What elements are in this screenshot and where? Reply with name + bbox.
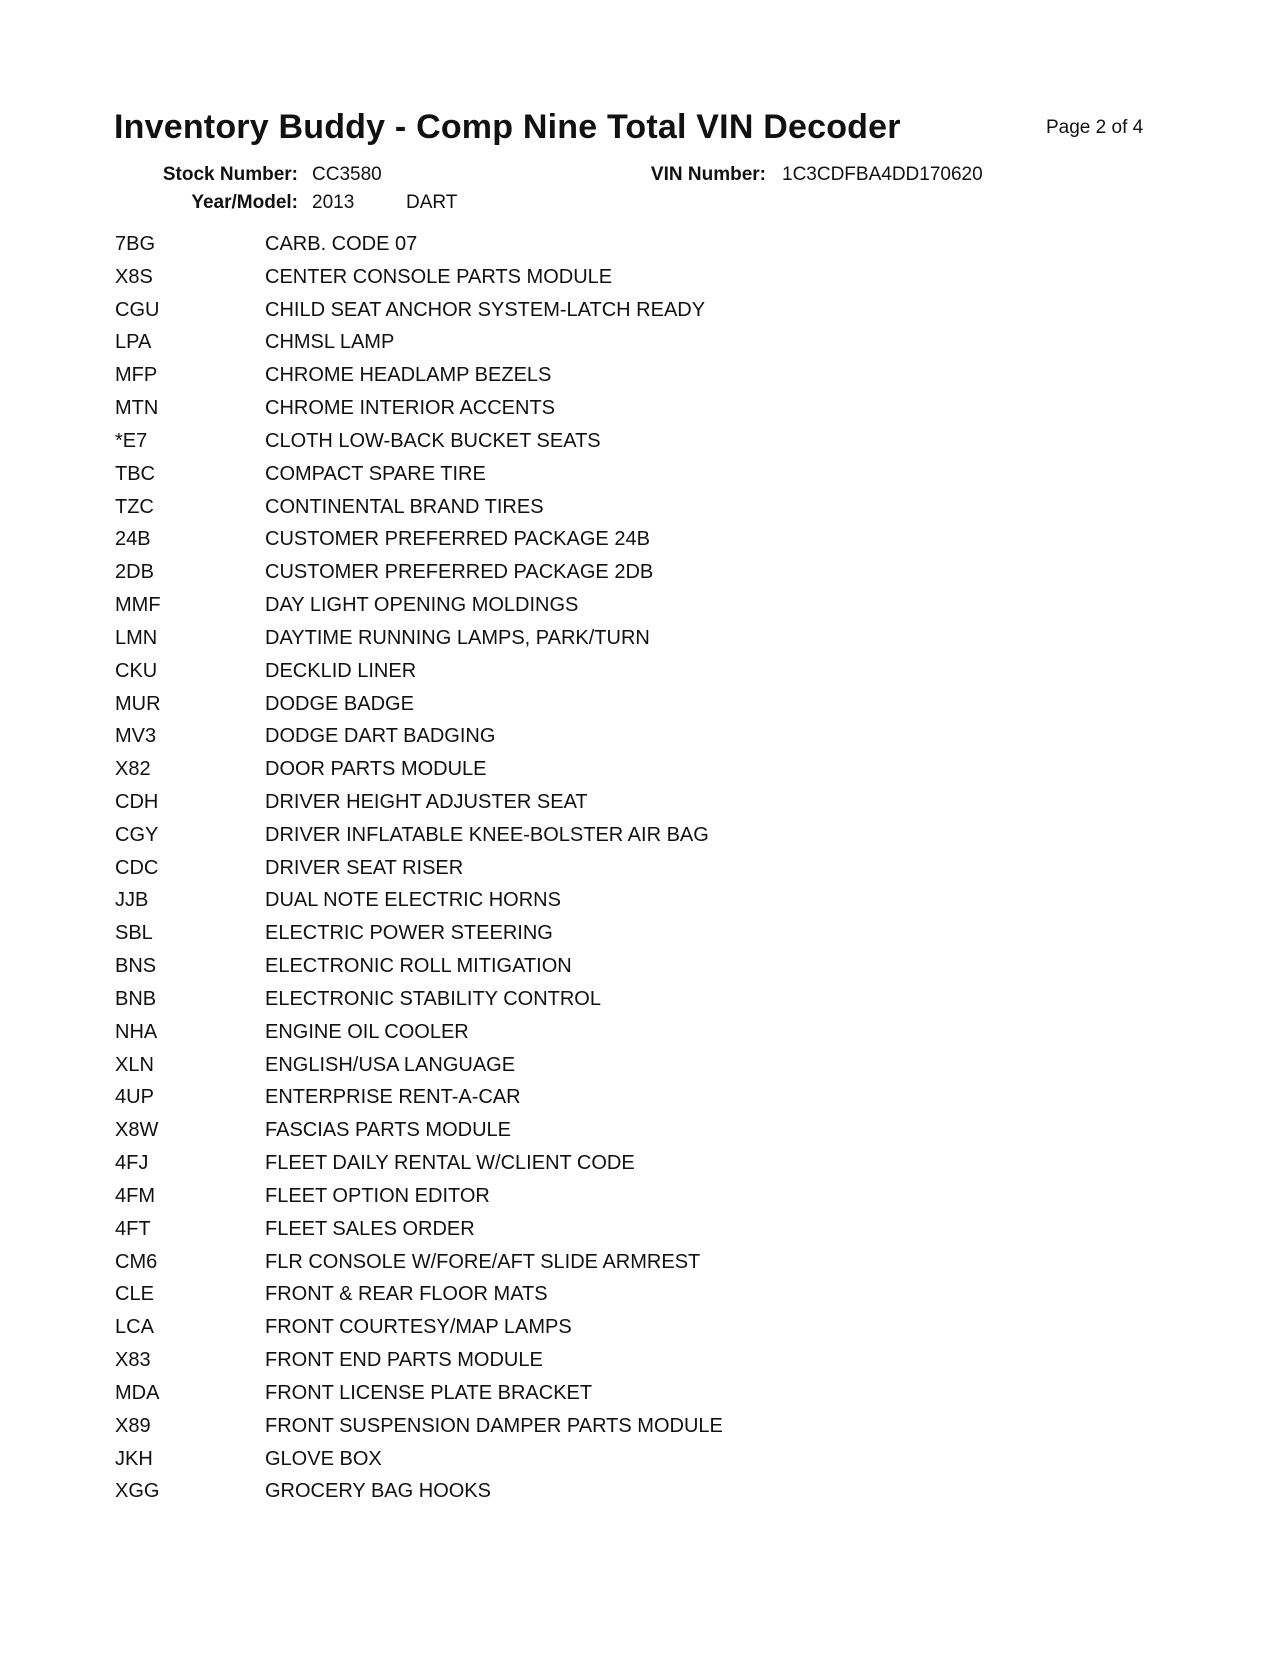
option-description: DECKLID LINER: [265, 659, 417, 682]
option-row: [115, 1344, 915, 1377]
year-value: 2013: [312, 192, 355, 213]
option-description: ENTERPRISE RENT-A-CAR: [265, 1086, 521, 1109]
option-code: X8S: [115, 265, 153, 288]
option-code: XLN: [115, 1053, 154, 1076]
option-row: [115, 885, 915, 918]
option-description: DAYTIME RUNNING LAMPS, PARK/TURN: [265, 626, 650, 649]
option-row: [115, 228, 915, 261]
option-row: [115, 326, 915, 359]
option-description: DOOR PARTS MODULE: [265, 758, 487, 781]
option-description: CUSTOMER PREFERRED PACKAGE 2DB: [265, 561, 654, 584]
option-description: FLR CONSOLE W/FORE/AFT SLIDE ARMREST: [265, 1250, 701, 1273]
option-code: 4UP: [115, 1086, 154, 1109]
option-row: [115, 392, 915, 425]
year-model-label: Year/Model:: [191, 192, 298, 213]
option-row: [115, 1279, 915, 1312]
option-description: CUSTOMER PREFERRED PACKAGE 24B: [265, 528, 650, 551]
option-code: MFP: [115, 364, 158, 387]
option-row: [115, 425, 915, 458]
option-row: [115, 720, 915, 753]
model-value: DART: [406, 192, 458, 213]
option-code: LCA: [115, 1316, 154, 1339]
option-row: [115, 1311, 915, 1344]
option-code: CLE: [115, 1283, 154, 1306]
option-row: [115, 786, 915, 819]
option-description: CONTINENTAL BRAND TIRES: [265, 495, 544, 518]
option-description: FRONT END PARTS MODULE: [265, 1349, 543, 1372]
option-description: DODGE BADGE: [265, 692, 414, 715]
option-description: COMPACT SPARE TIRE: [265, 462, 486, 485]
option-code: X82: [115, 758, 151, 781]
option-code: CM6: [115, 1250, 158, 1273]
option-description: GLOVE BOX: [265, 1447, 382, 1470]
option-row: [115, 1213, 915, 1246]
option-row: [115, 1180, 915, 1213]
option-description: CHROME HEADLAMP BEZELS: [265, 364, 552, 387]
option-row: [115, 556, 915, 589]
option-code: 2DB: [115, 561, 154, 584]
option-code: CGU: [115, 298, 160, 321]
report-title: Inventory Buddy - Comp Nine Total VIN Decoder: [114, 108, 901, 146]
option-description: DODGE DART BADGING: [265, 725, 496, 748]
option-row: [115, 523, 915, 556]
option-row: [115, 819, 915, 852]
option-row: [115, 458, 915, 491]
option-code: 4FJ: [115, 1152, 149, 1175]
option-code: TBC: [115, 462, 155, 485]
option-row: [115, 1114, 915, 1147]
option-row: [115, 852, 915, 885]
option-row: [115, 622, 915, 655]
option-code: MDA: [115, 1381, 160, 1404]
option-code: LMN: [115, 626, 158, 649]
option-code-list: [115, 228, 915, 1508]
option-row: [115, 688, 915, 721]
option-description: FLEET SALES ORDER: [265, 1217, 475, 1240]
option-row: [115, 655, 915, 688]
option-description: FRONT COURTESY/MAP LAMPS: [265, 1316, 572, 1339]
option-description: DRIVER HEIGHT ADJUSTER SEAT: [265, 790, 588, 813]
option-row: [115, 1147, 915, 1180]
option-code: MMF: [115, 594, 161, 617]
option-description: ENGLISH/USA LANGUAGE: [265, 1053, 516, 1076]
option-description: FRONT & REAR FLOOR MATS: [265, 1283, 548, 1306]
option-description: FASCIAS PARTS MODULE: [265, 1119, 511, 1142]
option-description: FLEET DAILY RENTAL W/CLIENT CODE: [265, 1152, 635, 1175]
option-row: [115, 491, 915, 524]
option-description: DRIVER INFLATABLE KNEE-BOLSTER AIR BAG: [265, 823, 709, 846]
page-indicator: Page 2 of 4: [1046, 117, 1144, 138]
option-description: FRONT SUSPENSION DAMPER PARTS MODULE: [265, 1414, 723, 1437]
option-code: NHA: [115, 1020, 158, 1043]
option-description: DUAL NOTE ELECTRIC HORNS: [265, 889, 561, 912]
option-description: DRIVER SEAT RISER: [265, 856, 464, 879]
option-code: CGY: [115, 823, 159, 846]
option-code: MTN: [115, 397, 159, 420]
option-code: MV3: [115, 725, 157, 748]
stock-number-value: CC3580: [312, 164, 382, 185]
option-description: FRONT LICENSE PLATE BRACKET: [265, 1381, 593, 1404]
option-description: CLOTH LOW-BACK BUCKET SEATS: [265, 429, 601, 452]
option-code: *E7: [115, 429, 148, 452]
option-row: [115, 1049, 915, 1082]
option-description: ELECTRONIC STABILITY CONTROL: [265, 987, 601, 1010]
option-description: FLEET OPTION EDITOR: [265, 1184, 490, 1207]
option-description: CHMSL LAMP: [265, 331, 395, 354]
option-code: 4FM: [115, 1184, 155, 1207]
option-code: X8W: [115, 1119, 159, 1142]
option-code: 24B: [115, 528, 151, 551]
vin-number-value: 1C3CDFBA4DD170620: [782, 164, 983, 185]
option-description: ENGINE OIL COOLER: [265, 1020, 469, 1043]
vin-number-label: VIN Number:: [650, 164, 766, 185]
option-code: CDC: [115, 856, 159, 879]
option-row: [115, 1082, 915, 1115]
option-code: CDH: [115, 790, 159, 813]
option-code: 4FT: [115, 1217, 151, 1240]
option-description: DAY LIGHT OPENING MOLDINGS: [265, 594, 579, 617]
option-row: [115, 753, 915, 786]
option-code: JJB: [115, 889, 149, 912]
option-row: [115, 950, 915, 983]
option-description: ELECTRIC POWER STEERING: [265, 922, 553, 945]
option-description: GROCERY BAG HOOKS: [265, 1480, 491, 1503]
option-code: X83: [115, 1349, 151, 1372]
option-row: [115, 1410, 915, 1443]
option-code: CKU: [115, 659, 158, 682]
option-code: TZC: [115, 495, 154, 518]
option-row: [115, 589, 915, 622]
option-row: [115, 917, 915, 950]
option-row: [115, 261, 915, 294]
option-description: CHROME INTERIOR ACCENTS: [265, 397, 556, 420]
option-code: XGG: [115, 1480, 160, 1503]
option-code: 7BG: [115, 232, 156, 255]
option-row: [115, 1016, 915, 1049]
option-code: MUR: [115, 692, 161, 715]
option-description: ELECTRONIC ROLL MITIGATION: [265, 955, 572, 978]
option-row: [115, 1443, 915, 1476]
option-row: [115, 359, 915, 392]
option-description: CENTER CONSOLE PARTS MODULE: [265, 265, 613, 288]
option-code: LPA: [115, 331, 152, 354]
option-row: [115, 1246, 915, 1279]
option-row: [115, 1475, 915, 1508]
option-code: X89: [115, 1414, 151, 1437]
option-code: BNB: [115, 987, 157, 1010]
option-row: [115, 1377, 915, 1410]
option-description: CARB. CODE 07: [265, 232, 418, 255]
option-code: SBL: [115, 922, 153, 945]
option-row: [115, 983, 915, 1016]
option-code: BNS: [115, 955, 157, 978]
option-description: CHILD SEAT ANCHOR SYSTEM-LATCH READY: [265, 298, 706, 321]
option-row: [115, 294, 915, 327]
option-code: JKH: [115, 1447, 153, 1470]
stock-number-label: Stock Number:: [162, 164, 298, 185]
